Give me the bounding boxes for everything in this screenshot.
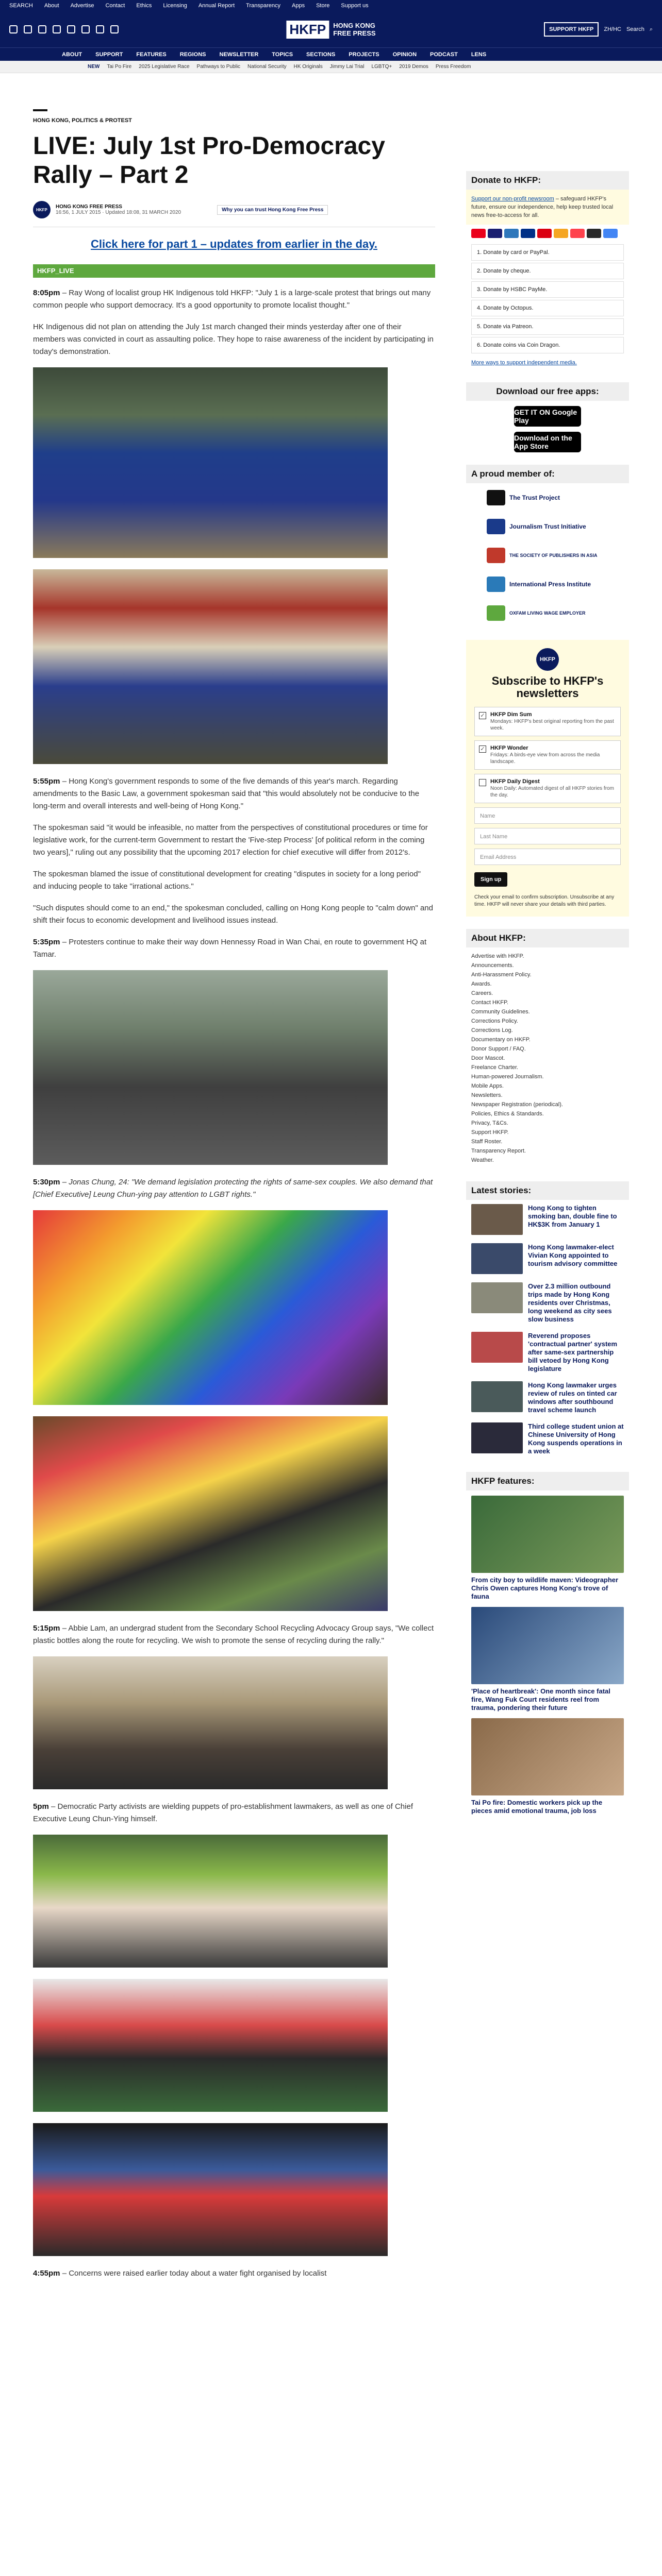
sign-up-button[interactable]: Sign up <box>474 872 507 887</box>
member-trust-project[interactable]: The Trust Project <box>466 483 629 512</box>
donate-title: Donate to HKFP: <box>466 171 629 190</box>
photo-recycling-volunteers <box>33 1656 388 1789</box>
site-logo[interactable] <box>286 21 375 39</box>
about-link[interactable]: Community Guidelines. <box>471 1009 530 1015</box>
header-search-link[interactable]: Search <box>626 26 644 32</box>
latest-story[interactable]: Hong Kong lawmaker urges review of rules on tinted car windows after southbound travel scheme launch <box>466 1377 629 1418</box>
donate-option[interactable]: 4. Donate by Octopus. <box>471 300 624 316</box>
about-link[interactable]: Anti-Harassment Policy. <box>471 972 532 978</box>
tag-item[interactable]: Pathways to Public <box>196 64 241 70</box>
site-header <box>0 11 662 47</box>
top-link-store[interactable]: Store <box>316 3 330 9</box>
logo-mark: HKFP <box>286 21 329 39</box>
story-thumbnail <box>471 1381 523 1412</box>
latest-story[interactable]: Hong Kong lawmaker-elect Vivian Kong appointed to tourism advisory committee <box>466 1239 629 1278</box>
live-post: 4:55pm – Concerns were raised earlier today about a water fight organised by localist <box>33 2269 327 2278</box>
latest-title: Latest stories: <box>466 1181 629 1200</box>
youtube-icon[interactable] <box>53 25 61 33</box>
live-banner: HKFP_LIVE <box>33 264 435 278</box>
about-link[interactable]: Human-powered Journalism. <box>471 1074 544 1080</box>
live-post: 5:30pm – Jonas Chung, 24: "We demand legislation protecting the rights of same-sex couples. We also demand that [Chief Executive] Leung Chun-ying pay attention to LGBT rights." <box>33 1178 433 1199</box>
part-one-link[interactable]: Click here for part 1 – updates from earlier in the day. <box>91 238 377 250</box>
features-widget <box>466 1472 629 1826</box>
donate-widget <box>466 171 629 370</box>
photo-street-banners <box>33 569 388 764</box>
hsbc-icon <box>537 229 552 238</box>
newsletter-badge: HKFP <box>536 648 559 671</box>
live-post: 5:55pm – Hong Kong's government responds to some of the five demands of this year's march. Regarding amendments to the Basic Law, a government spokesman said that "this would absolutely not be conducive to the long-term and overall interests and well-being of Hong Kong." <box>33 777 420 810</box>
article-column <box>33 73 435 2289</box>
apps-widget <box>466 382 629 452</box>
member-widget <box>466 465 629 628</box>
member-title: A proud member of: <box>466 465 629 483</box>
article-category[interactable]: HONG KONG, POLITICS & PROTEST <box>33 117 132 124</box>
top-link-transparency[interactable]: Transparency <box>246 3 280 9</box>
member-jti[interactable]: Journalism Trust Initiative <box>466 512 629 541</box>
email-icon[interactable] <box>81 25 90 33</box>
tag-item[interactable]: Jimmy Lai Trial <box>329 64 365 70</box>
search-link[interactable]: SEARCH <box>9 3 33 9</box>
google-play-button[interactable]: GET IT ON Google Play <box>514 406 581 427</box>
story-thumbnail <box>471 1422 523 1453</box>
top-link-ethics[interactable]: Ethics <box>136 3 152 9</box>
author-name[interactable]: HONG KONG FREE PRESS <box>56 204 122 210</box>
donate-option[interactable]: 1. Donate by card or PayPal. <box>471 244 624 261</box>
about-link[interactable]: Advertise with HKFP. <box>471 953 524 959</box>
donate-option[interactable]: 5. Donate via Patreon. <box>471 318 624 335</box>
name-input[interactable]: Name <box>474 807 621 824</box>
top-link-support[interactable]: Support us <box>341 3 369 9</box>
newsletter-option-digest[interactable]: HKFP Daily Digest Noon Daily: Automated digest of all HKFP stories from the day. <box>474 774 621 803</box>
tag-item[interactable]: LGBTQ+ <box>371 64 392 70</box>
nav-lens[interactable]: LENS <box>471 51 487 58</box>
photo-hennessy-road-march <box>33 970 388 1165</box>
live-post: The spokesman blamed the issue of constitutional development for creating "disputes in society for a long period" and inducing people to take "irrational actions." <box>33 870 421 891</box>
checkbox-checked-icon[interactable]: ✓ <box>479 745 486 753</box>
feature-image <box>471 1496 624 1573</box>
about-title: About HKFP: <box>466 929 629 947</box>
nav-opinion[interactable]: OPINION <box>392 51 417 58</box>
live-post: "Such disputes should come to an end," the spokesman concluded, calling on Hong Kong people to "calm down" and shift their focus to economic development and livelihood issues instead. <box>33 904 433 925</box>
member-ipi[interactable]: International Press Institute <box>466 570 629 599</box>
feature-image <box>471 1718 624 1795</box>
live-post: HK Indigenous did not plan on attending the July 1st march changed their minds yesterday after one of their members was convicted in court as assaulting police. They hope to raise awareness of the incident by participating in today's demonstration. <box>33 323 434 356</box>
facebook-icon[interactable] <box>9 25 18 33</box>
about-link[interactable]: Newsletters. <box>471 1092 503 1098</box>
email-input[interactable]: Email Address <box>474 849 621 865</box>
tag-item[interactable]: 2025 Legislative Race <box>139 64 190 70</box>
newsletter-title: Subscribe to HKFP's newsletters <box>491 674 604 700</box>
about-link[interactable]: Careers. <box>471 990 493 996</box>
top-link-contact[interactable]: Contact <box>105 3 125 9</box>
ipi-logo <box>487 577 505 592</box>
tag-item[interactable]: HK Originals <box>293 64 323 70</box>
story-thumbnail <box>471 1332 523 1363</box>
sopa-logo <box>487 548 505 563</box>
about-link[interactable]: Freelance Charter. <box>471 1064 519 1071</box>
byline <box>33 201 435 218</box>
article-title: LIVE: July 1st Pro-Democracy Rally – Part 2 <box>33 132 385 189</box>
nav-newsletter[interactable]: NEWSLETTER <box>219 51 259 58</box>
patreon-icon <box>570 229 585 238</box>
author-avatar[interactable]: HKFP <box>33 201 51 218</box>
about-link[interactable]: Corrections Log. <box>471 1027 513 1033</box>
live-post: 5:35pm – Protesters continue to make their way down Hennessy Road in Wan Chai, en route to government HQ at Tamar. <box>33 938 427 959</box>
sidebar <box>466 73 629 2289</box>
last-name-input[interactable]: Last Name <box>474 828 621 844</box>
logo-text: HONG KONG FREE PRESS <box>333 22 376 37</box>
latest-widget <box>466 1181 629 1460</box>
language-switch[interactable]: ZH/HC <box>604 26 621 32</box>
rss-icon[interactable] <box>110 25 119 33</box>
features-title: HKFP features: <box>466 1472 629 1490</box>
member-oxfam[interactable]: OXFAM LIVING WAGE EMPLOYER <box>466 599 629 628</box>
about-link[interactable]: Door Mascot. <box>471 1055 505 1061</box>
about-link[interactable]: Awards. <box>471 981 492 987</box>
story-thumbnail <box>471 1204 523 1235</box>
live-post: The spokesman said "it would be infeasible, no matter from the perspectives of constitutional procedures or time for legislative work, for the current-term Government to restart the 'Five-step Process' [of political reform in the coming two years]," ruling out any possibility that the upcoming 2017 election for chief executive will differ from 2012's. <box>33 823 428 857</box>
jti-logo <box>487 519 505 534</box>
instagram-icon[interactable] <box>38 25 46 33</box>
photo-puppets-one <box>33 1835 388 1968</box>
member-sopa[interactable]: THE SOCIETY OF PUBLISHERS IN ASIA <box>466 541 629 570</box>
nav-features[interactable]: FEATURES <box>136 51 167 58</box>
tag-item[interactable]: Tai Po Fire <box>107 64 132 70</box>
app-store-button[interactable]: Download on the App Store <box>514 432 581 452</box>
about-widget <box>466 929 629 1169</box>
about-link[interactable]: Support HKFP. <box>471 1129 509 1136</box>
newsletter-option-dimsum[interactable]: ✓ HKFP Dim Sum Mondays: HKFP's best original reporting from the past week. <box>474 707 621 736</box>
about-link[interactable]: Documentary on HKFP. <box>471 1037 531 1043</box>
newsletter-note: Check your email to confirm subscription. Unsubscribe at any time. HKFP will never share your details with third parties. <box>474 894 615 907</box>
latest-story[interactable]: Reverend proposes 'contractual partner' system after same-sex partnership bill vetoed by Hong Kong legislature <box>466 1328 629 1377</box>
donate-text: Support our non-profit newsroom – safeguard HKFP's future, ensure our independence, help keep trusted local news free-to-access for all. <box>466 190 629 225</box>
donate-option[interactable]: 2. Donate by cheque. <box>471 263 624 279</box>
nav-about[interactable]: ABOUT <box>62 51 82 58</box>
support-hkfp-button[interactable]: SUPPORT HKFP <box>544 22 599 37</box>
about-link[interactable]: Donor Support / FAQ. <box>471 1046 526 1052</box>
tags-label: NEW <box>88 64 100 70</box>
search-icon[interactable]: ⌕ <box>649 26 653 32</box>
about-link[interactable]: Weather. <box>471 1157 494 1163</box>
applepay-icon <box>587 229 601 238</box>
about-link[interactable]: Announcements. <box>471 962 514 969</box>
nav-projects[interactable]: PROJECTS <box>349 51 379 58</box>
amex-icon <box>504 229 519 238</box>
top-link-licensing[interactable]: Licensing <box>163 3 187 9</box>
nav-podcast[interactable]: PODCAST <box>430 51 458 58</box>
feature-image <box>471 1607 624 1684</box>
apps-title: Download our free apps: <box>466 382 629 401</box>
nav-support[interactable]: SUPPORT <box>95 51 123 58</box>
top-link-advertise[interactable]: Advertise <box>70 3 94 9</box>
photo-lgbt-born-this-way <box>33 1210 388 1405</box>
donate-option[interactable]: 6. Donate coins via Coin Dragon. <box>471 337 624 353</box>
checkbox-checked-icon[interactable]: ✓ <box>479 712 486 719</box>
about-link[interactable]: Policies, Ethics & Standards. <box>471 1111 544 1117</box>
visa-icon <box>488 229 502 238</box>
twitter-icon[interactable] <box>24 25 32 33</box>
trust-project-logo <box>487 490 505 505</box>
feature-story[interactable]: From city boy to wildlife maven: Videographer Chris Owen captures Hong Kong's trove of fauna 'Place of heartbreak': One month since fatal fire, Wang Fuk Court residents reel from trauma, pondering their future Tai Po fire: Domestic workers pick up the pieces amid emotional trauma, job loss <box>466 1490 629 1826</box>
paypal-icon <box>521 229 535 238</box>
tag-item[interactable]: Press Freedom <box>435 64 471 70</box>
photo-indigenous-stall <box>33 367 388 558</box>
linkedin-icon[interactable] <box>96 25 104 33</box>
about-link[interactable]: Contact HKFP. <box>471 999 508 1006</box>
about-link[interactable]: Transparency Report. <box>471 1148 526 1154</box>
payment-icons <box>466 225 629 242</box>
live-post: 5pm – Democratic Party activists are wielding puppets of pro-establishment lawmakers, as well as one of Chief Executive Leung Chun-Ying himself. <box>33 1802 413 1823</box>
checkbox-icon[interactable] <box>479 779 486 786</box>
latest-story[interactable]: Hong Kong to tighten smoking ban, double fine to HK$3K from January 1 <box>466 1200 629 1239</box>
photo-puppets-two <box>33 1979 388 2112</box>
about-link[interactable]: Mobile Apps. <box>471 1083 504 1089</box>
top-link-annual-report[interactable]: Annual Report <box>198 3 235 9</box>
telegram-icon[interactable] <box>67 25 75 33</box>
newsletter-option-wonder[interactable]: ✓ HKFP Wonder Fridays: A birds-eye view from across the media landscape. <box>474 740 621 770</box>
octopus-icon <box>554 229 568 238</box>
about-link[interactable]: Newspaper Registration (periodical). <box>471 1101 563 1108</box>
article-date: 16:56, 1 JULY 2015 · Updated 18:08, 31 MARCH 2020 <box>56 210 181 215</box>
latest-story[interactable]: Over 2.3 million outbound trips made by Hong Kong residents over Christmas, long weekend as city sees slow business <box>466 1278 629 1328</box>
trending-tags <box>0 61 662 73</box>
photo-rainbow-flags <box>33 1416 388 1611</box>
more-ways-link[interactable]: More ways to support independent media. <box>471 360 577 366</box>
live-post: 5:15pm – Abbie Lam, an undergrad student from the Secondary School Recycling Advocacy Group says, "We collect plastic bottles along the route for recycling. We wish to promote the sense of recycling during the rally." <box>33 1624 434 1645</box>
donate-link[interactable]: Support our non-profit newsroom <box>471 196 554 202</box>
about-link[interactable]: Privacy, T&Cs. <box>471 1120 508 1126</box>
live-post: 8:05pm – Ray Wong of localist group HK Indigenous told HKFP: "July 1 is a large-scale protest that brings out many common people who support democracy. It's a good opportunity to promote localist thought." <box>33 289 431 310</box>
title-rule <box>33 109 47 111</box>
tag-item[interactable]: National Security <box>247 64 287 70</box>
mastercard-icon <box>471 229 486 238</box>
top-link-apps[interactable]: Apps <box>292 3 305 9</box>
about-link[interactable]: Corrections Policy. <box>471 1018 518 1024</box>
nav-topics[interactable]: TOPICS <box>272 51 293 58</box>
photo-puppets-three <box>33 2123 388 2256</box>
googlepay-icon <box>603 229 618 238</box>
donate-option[interactable]: 3. Donate by HSBC PayMe. <box>471 281 624 298</box>
main-nav <box>0 47 662 61</box>
newsletter-widget <box>466 640 629 917</box>
tag-item[interactable]: 2019 Demos <box>399 64 428 70</box>
latest-story[interactable]: Third college student union at Chinese University of Hong Kong suspends operations in a week <box>466 1418 629 1460</box>
story-thumbnail <box>471 1243 523 1274</box>
oxfam-logo <box>487 605 505 621</box>
social-icons <box>9 25 119 33</box>
top-link-about[interactable]: About <box>44 3 59 9</box>
story-thumbnail <box>471 1282 523 1313</box>
about-link[interactable]: Staff Roster. <box>471 1139 503 1145</box>
nav-sections[interactable]: SECTIONS <box>306 51 336 58</box>
top-utility-bar <box>0 0 662 11</box>
nav-regions[interactable]: REGIONS <box>179 51 206 58</box>
trust-link[interactable]: Why you can trust Hong Kong Free Press <box>217 205 328 215</box>
